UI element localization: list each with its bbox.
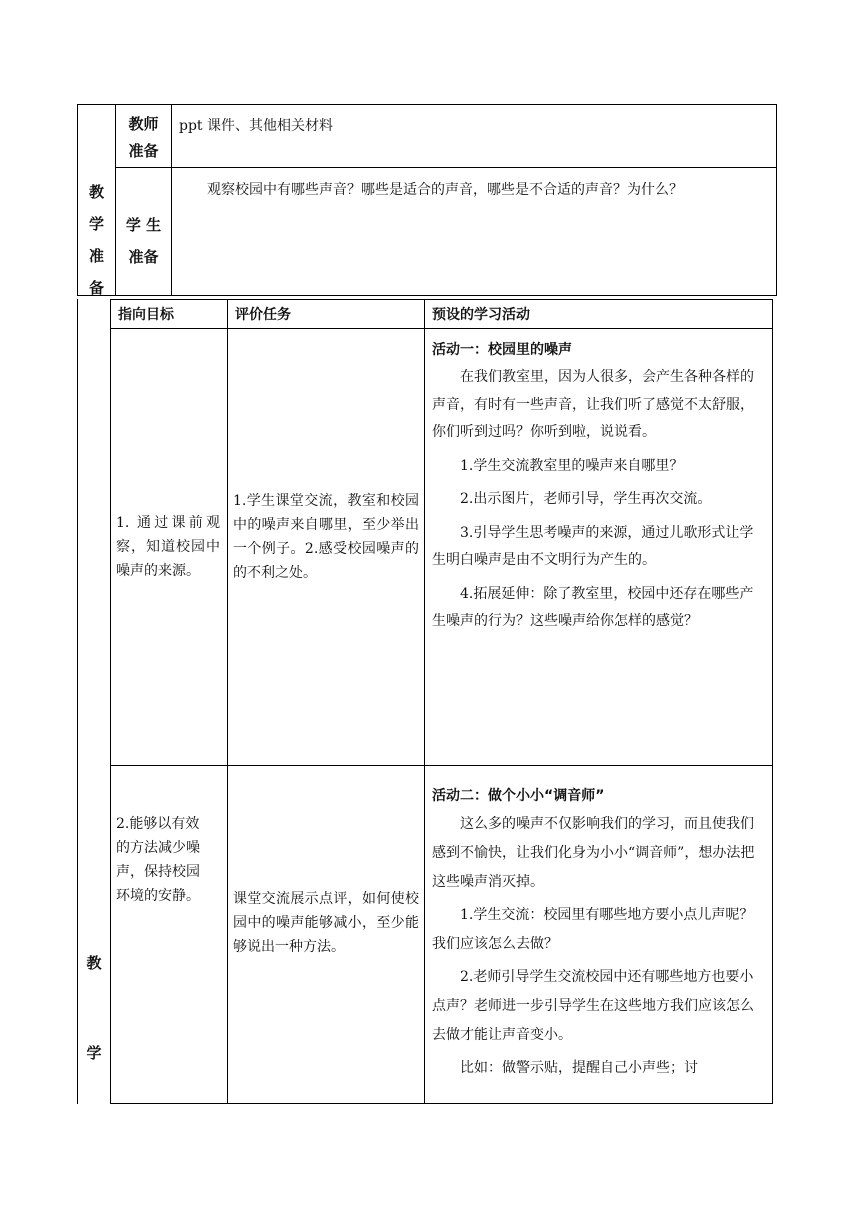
activity2-para: 1.学生交流：校园里有哪些地方要小点儿声呢？我们应该怎么去做？ xyxy=(432,907,754,952)
activity2-para: 比如：做警示贴，提醒自己小声些；讨 xyxy=(460,1060,698,1076)
teacher-prep-text: ppt 课件、其他相关材料 xyxy=(179,118,333,134)
activity1-para: 在我们教室里，因为人很多，会产生各种各样的声音，有时有一些声音，让我们听了感觉不太舒服，你们听到过吗？你听到啦，说说看。 xyxy=(432,369,754,440)
header-task: 评价任务 xyxy=(235,307,291,323)
teaching-side-label-2: 学 xyxy=(86,1044,102,1062)
header-activity: 预设的学习活动 xyxy=(432,307,530,323)
activity1-title: 活动一：校园里的噪声 xyxy=(432,342,572,358)
activity1-para: 1.学生交流教室里的噪声来自哪里？ xyxy=(460,457,684,474)
activity1-para: 4.拓展延伸：除了教室里，校园中还存在哪些产生噪声的行为？这些噪声给你怎样的感觉？ xyxy=(432,585,754,629)
row1-task: 1.学生课堂交流，教室和校园中的噪声来自哪里，至少举出一个例子。2.感受校园噪声的的不利之处。 xyxy=(233,493,419,581)
row1-activity xyxy=(432,336,766,636)
prep-side-label: 教 学 准 备 xyxy=(88,183,104,297)
student-prep-label: 学 生 准备 xyxy=(125,216,162,266)
teaching-side-label-1: 教 xyxy=(86,954,102,972)
row2-activity xyxy=(432,782,766,1083)
teacher-prep-label: 教师 准备 xyxy=(128,115,159,160)
header-goal: 指向目标 xyxy=(118,307,174,323)
activity2-para: 这么多的噪声不仅影响我们的学习，而且使我们感到不愉快，让我们化身为小小“调音师”，想办法把这些噪声消灭掉。 xyxy=(432,816,755,890)
activity1-para: 3.引导学生思考噪声的来源，通过儿歌形式让学生明白噪声是由不文明行为产生的。 xyxy=(432,524,754,568)
activity2-title: 活动二：做个小小“调音师” xyxy=(432,788,605,804)
row2-goal: 2.能够以有效的方法减少噪声，保持校园环境的安静。 xyxy=(116,816,200,904)
activity1-para: 2.出示图片，老师引导，学生再次交流。 xyxy=(460,491,712,507)
student-prep-text: 观察校园中有哪些声音？哪些是适合的声音，哪些是不合适的声音？为什么？ xyxy=(207,182,683,198)
row2-task: 课堂交流展示点评，如何使校园中的噪声能够减小，至少能够说出一种方法。 xyxy=(233,891,419,955)
row1-goal: 1. 通过课前观察，知道校园中噪声的来源。 xyxy=(116,515,220,579)
activity2-para: 2.老师引导学生交流校园中还有哪些地方也要小点声？老师进一步引导学生在这些地方我们应该怎么去做才能让声音变小。 xyxy=(432,969,754,1043)
